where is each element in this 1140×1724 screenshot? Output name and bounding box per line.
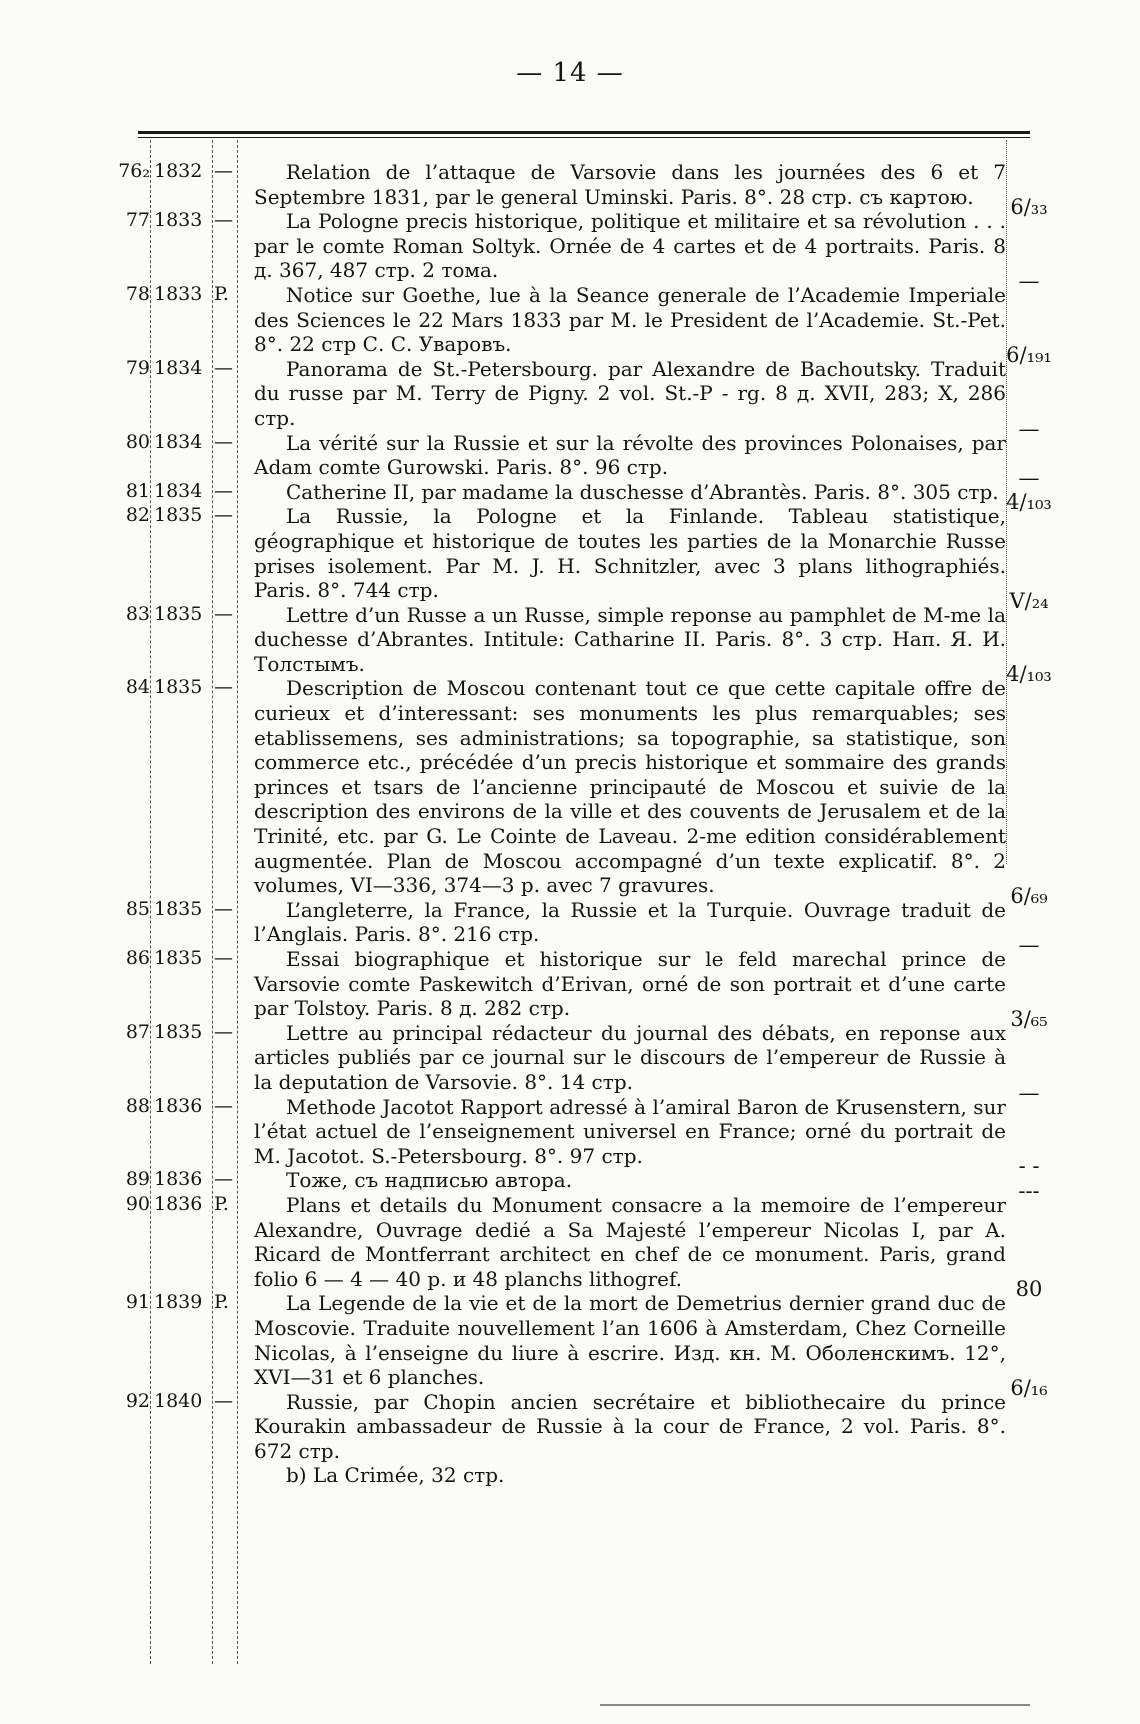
entry-number: 85 — [125, 897, 150, 920]
entry-mark: — — [214, 160, 233, 182]
entry-number: 89 — [125, 1168, 150, 1191]
entry-price: 6/₁₉₁ — [1006, 342, 1052, 367]
entry-year: 1833 — [154, 209, 203, 232]
entry-price: - - — [1018, 1154, 1040, 1179]
entry-number: 83 — [125, 602, 150, 625]
entry-price: 6/₁₆ — [1010, 1375, 1048, 1400]
entry-year: 1834 — [154, 479, 203, 502]
header-rule — [138, 131, 1030, 134]
entry-mark: P. — [214, 1192, 229, 1215]
entry-price: — — [1018, 416, 1040, 441]
entry-number: 92 — [125, 1389, 150, 1412]
entry-text: Catherine II, par madame la duschesse d’Abrantès. Paris. 8°. 305 стр. — [286, 479, 999, 504]
entry-number: 79 — [125, 356, 150, 379]
entry-price: 4/₁₀₃ — [1006, 490, 1052, 515]
entry-year: 1839 — [154, 1291, 203, 1314]
entry-text: Lettre d’un Russe a un Russe, simple reponse au pamphlet de M-me la duchesse d’Abrantes. Intitule: Catharine II. Paris. 8°. 3 стр. Нап. Я. И. Толстымъ. — [254, 602, 1006, 676]
entry-text: L’angleterre, la France, la Russie et la Turquie. Ouvrage traduit de l’Anglais. Paris. 8°. 216 стр. — [254, 897, 1006, 947]
catalog-entry — [0, 209, 1140, 293]
entry-mark: — — [214, 1094, 233, 1117]
entry-year: 1835 — [154, 947, 203, 969]
catalog-entry — [0, 479, 1140, 515]
entry-text: La vérité sur la Russie et sur la révolte des provinces Polonaises, par Adam comte Gurowski. Paris. 8°. 96 стр. — [254, 430, 1006, 480]
entry-number: 81 — [125, 479, 150, 502]
entry-text: Тоже, съ надписью автора. — [286, 1168, 573, 1193]
section-heading: b) La Crimée, 32 стр. — [286, 1463, 505, 1488]
entry-mark: — — [214, 209, 233, 232]
catalog-entries — [0, 160, 1140, 1488]
entry-year: 1835 — [154, 504, 203, 527]
catalog-entry — [0, 1168, 1140, 1203]
entry-year: 1832 — [154, 160, 203, 182]
catalog-entry — [0, 160, 1140, 220]
entry-number: 91 — [125, 1291, 150, 1314]
page-number: — 14 — — [516, 58, 624, 88]
catalog-entry — [0, 430, 1140, 490]
entry-text: Methode Jacotot Rapport adressé à l’amiral Baron de Krusenstern, sur l’état actuel de l’enseignement universel en France; orné du portrait de M. Jacotot. S.-Petersbourg. 8°. 97 стр. — [254, 1094, 1006, 1168]
entry-year: 1835 — [154, 602, 203, 625]
entry-text: Lettre au principal rédacteur du journal des débats, en reponse aux articles publiés par ce journal sur le discours de l’empereur de Russie à la deputation de Varsovie. 8°. 14 стр. — [254, 1020, 1006, 1094]
entry-mark: P. — [214, 282, 229, 305]
entry-mark: — — [214, 602, 233, 625]
entry-price: V/₂₄ — [1009, 588, 1049, 613]
catalog-entry — [0, 1291, 1140, 1400]
entry-price: — — [1018, 465, 1040, 490]
entry-text: Relation de l’attaque de Varsovie dans les journées des 6 et 7 Septembre 1831, par le general Uminski. Paris. 8°. 28 стр. съ картою. — [254, 160, 1006, 209]
entry-price: — — [1018, 1080, 1040, 1105]
catalog-entry — [0, 1192, 1140, 1302]
entry-mark: — — [214, 1020, 233, 1043]
entry-mark: — — [214, 1389, 233, 1412]
entry-text: Essai biographique et historique sur le feld marechal prince de Varsovie comte Paskewitch d’Erivan, orné de son portrait et d’une carte par Tolstoy. Paris. 8 д. 282 стр. — [254, 947, 1006, 1021]
catalog-entry — [0, 356, 1140, 441]
catalog-entry — [0, 947, 1140, 1031]
entry-mark: — — [214, 430, 233, 453]
entry-text: Panorama de St.-Petersbourg. par Alexandre de Bachoutsky. Traduit du russe par M. Terry de Pigny. 2 vol. St.-P - rg. 8 д. XVII, 283; X, 286 стр. — [254, 356, 1006, 430]
entry-text: La Legende de la vie et de la mort de Demetrius dernier grand duc de Moscovie. Traduite nouvellement l’an 1606 à Amsterdam, Chez Corneille Nicolas, à l’enseigne du liure à escrire. Изд. кн. М. Оболенскимъ. 12°, XVI—31 et 6 planches. — [254, 1291, 1006, 1390]
catalog-entry — [0, 282, 1140, 367]
entry-price: 6/₃₃ — [1010, 195, 1048, 220]
entry-price: 4/₁₀₃ — [1006, 662, 1052, 687]
entry-number: 87 — [125, 1020, 150, 1043]
entry-year: 1840 — [154, 1389, 203, 1412]
entry-price: 80 — [1015, 1277, 1043, 1302]
entry-year: 1834 — [154, 356, 203, 379]
entry-year: 1836 — [154, 1094, 203, 1117]
entry-year: 1833 — [154, 282, 203, 305]
entry-mark: — — [214, 504, 233, 527]
entry-mark: — — [214, 356, 233, 379]
entry-mark: — — [214, 897, 233, 920]
entry-text: Russie, par Chopin ancien secrétaire et bibliothecaire du prince Kourakin ambassadeur de Russie à la cour de France, 2 vol. Paris. 8°. 672 стр. — [254, 1389, 1006, 1463]
entry-year: 1836 — [154, 1168, 203, 1191]
entry-text: La Pologne precis historique, politique et militaire et sa révolution . . . par le comte Roman Soltyk. Ornée de 4 cartes et de 4 portraits. Paris. 8 д. 367, 487 стр. 2 тома. — [254, 209, 1006, 283]
entry-price: --- — [1018, 1178, 1040, 1203]
entry-mark: — — [214, 479, 233, 502]
footer-rule — [600, 1704, 1030, 1706]
catalog-entry — [0, 676, 1140, 908]
entry-number: 76₂ — [118, 160, 150, 182]
entry-number: 82 — [125, 504, 150, 527]
catalog-entry — [0, 1094, 1140, 1179]
catalog-entry — [0, 897, 1140, 957]
entry-mark: — — [214, 676, 233, 699]
entry-year: 1835 — [154, 1020, 203, 1043]
entry-number: 80 — [125, 430, 150, 453]
entry-mark: — — [214, 1168, 233, 1191]
catalog-entry — [0, 504, 1140, 613]
entry-text: Plans et details du Monument consacre a la memoire de l’empereur Alexandre, Ouvrage dedié a Sa Majesté l’empereur Nicolas I, par A. Ricard de Montferrant architect en chef de ce monument. Paris, grand folio 6 — 4 — 40 p. и 48 planchs lithogref. — [254, 1192, 1006, 1291]
entry-price: — — [1018, 933, 1040, 957]
entry-number: 84 — [125, 676, 150, 699]
entry-number: 77 — [125, 209, 150, 232]
entry-year: 1834 — [154, 430, 203, 453]
catalog-entry — [0, 602, 1140, 687]
entry-text: Description de Moscou contenant tout ce que cette capitale offre de curieux et d’interessant: ses monuments les plus remarquables; ses etablissemens, ses administrations; sa topographie, sa statistique, son commerce etc., précédée d’un precis historique et sommaire des grands princes et tsars de l’ancienne principauté de Moscou et suivie de la description des environs de la ville et des couvents de Jerusalem et de la Trinité, etc. par G. Le Cointe de Laveau. 2-me edition considérablement augmentée. Plan de Moscou accompagné d’un texte explicatif. 8°. 2 volumes, VI—336, 374—3 p. avec 7 gravures. — [254, 676, 1006, 898]
entry-price: — — [1018, 268, 1040, 293]
entry-number: 78 — [125, 282, 150, 305]
entry-number: 88 — [125, 1094, 150, 1117]
entry-mark: P. — [214, 1291, 229, 1314]
entry-year: 1835 — [154, 676, 203, 699]
header-rule-thin — [138, 137, 1030, 138]
catalog-entry — [0, 1020, 1140, 1105]
entry-year: 1835 — [154, 897, 203, 920]
section-heading-row — [0, 1463, 1140, 1488]
entry-text: La Russie, la Pologne et la Finlande. Tableau statistique, géographique et historique de toutes les parties de la Monarchie Russe prises isolement. Par M. J. H. Schnitzler, avec 3 plans lithographiés. Paris. 8°. 744 стр. — [254, 504, 1006, 603]
entry-price: 3/₆₅ — [1010, 1006, 1048, 1031]
entry-number: 90 — [125, 1192, 150, 1215]
entry-number: 86 — [125, 947, 150, 969]
entry-mark: — — [214, 947, 233, 969]
catalog-entry — [0, 1390, 1140, 1464]
entry-text: Notice sur Goethe, lue à la Seance generale de l’Academie Imperiale des Sciences le 22 Mars 1833 par M. le President de l’Academie. St.-Pet. 8°. 22 стр С. С. Уваровъ. — [254, 282, 1006, 357]
entry-year: 1836 — [154, 1192, 203, 1215]
entry-price: 6/₆₉ — [1010, 883, 1048, 908]
